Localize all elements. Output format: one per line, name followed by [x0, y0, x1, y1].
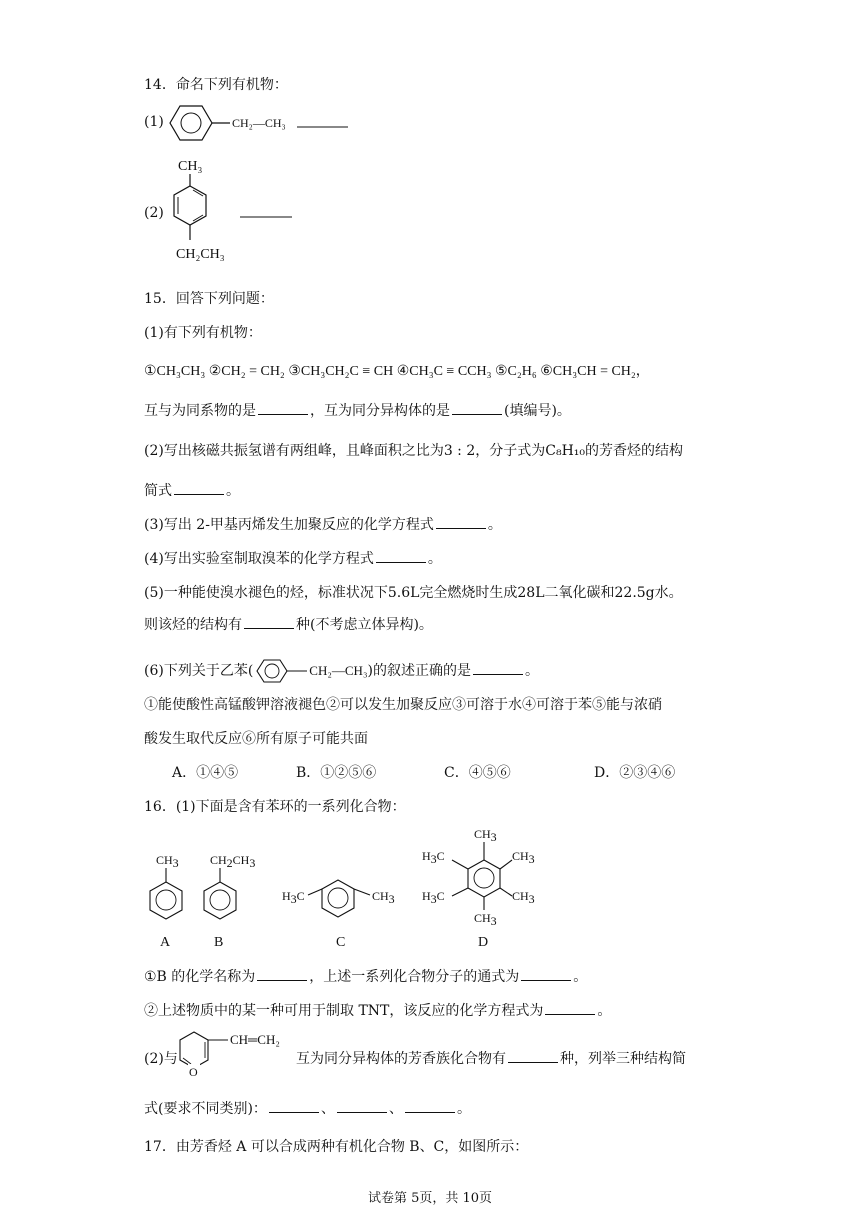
q15-part2-line2 [144, 480, 240, 500]
label-a: A [160, 935, 171, 950]
q16-part2-prefix: (2)与 [144, 1051, 178, 1067]
q16-title: 16．(1)下面是含有苯环的一系列化合物： [144, 799, 406, 815]
q16-part2-question [296, 1048, 686, 1068]
q15-part1: (1)有下列有机物： [144, 325, 262, 341]
q15-p3-period: 。 [487, 517, 502, 533]
q15-compound-list: ①CH₃CH₃ ②CH₂ = CH₂ ③CH₃CH₂C ≡ CH ④CH₃C ≡ CCH₃ ⑤C₂H₆ ⑥CH₃CH = CH₂， [144, 364, 650, 379]
q15-part6 [144, 656, 539, 686]
label-d: D [478, 935, 489, 950]
label-b: B [214, 935, 224, 950]
ethylbenzene-structure [158, 100, 358, 146]
svg-text:CH3: CH3 [512, 889, 535, 906]
svg-text:CH2CH3: CH2CH3 [210, 853, 256, 870]
q14-title: 14．命名下列有机物： [144, 77, 288, 93]
answer-blank [244, 616, 294, 629]
svg-text:CH₃: CH₃ [178, 159, 203, 174]
q16-part2-line2 [144, 1098, 471, 1118]
svg-text:CH3: CH3 [512, 849, 535, 866]
svg-text:CH3: CH3 [474, 827, 497, 844]
q16-sub1-a: ①B 的化学名称为 [144, 969, 256, 985]
svg-text:CH3: CH3 [474, 911, 497, 928]
q15-p6-period: 。 [524, 663, 539, 679]
answer-blank [473, 662, 523, 675]
compound-a-toluene [146, 848, 190, 950]
q15-p2-b: 简式 [144, 483, 172, 499]
svg-text:H3C: H3C [282, 889, 305, 906]
answer-blank [269, 1100, 319, 1113]
svg-text:H3C: H3C [422, 849, 445, 866]
svg-text:O: O [189, 1065, 198, 1079]
option-d[interactable]: D．②③④⑥ [594, 765, 676, 781]
q17-title: 17．由芳香烃 A 可以合成两种有机化合物 B、C，如图所示： [144, 1139, 529, 1155]
answer-blank [337, 1100, 387, 1113]
q16-sub1-period: 。 [573, 969, 588, 985]
q15-q-a: 互与为同系物的是 [144, 403, 256, 419]
q15-p3-text: (3)写出 2-甲基丙烯发生加聚反应的化学方程式 [144, 517, 434, 533]
q15-part2-line1: (2)写出核磁共振氢谱有两组峰，且峰面积之比为3 : 2，分子式为C₈H₁₀的芳香烃的结构 [144, 443, 684, 459]
answer-blank [405, 1100, 455, 1113]
q15-p6-chain: CH₂—CH₃ [309, 663, 368, 678]
answer-blank [521, 968, 571, 981]
q15-part5-line1: (5)一种能使溴水褪色的烃，标准状况下5.6L完全燃烧时生成28L二氧化碳和22.5g水。 [144, 585, 683, 601]
q16-p2-period: 。 [456, 1101, 471, 1117]
q16-p2-c: 种，列举三种结构简 [560, 1051, 686, 1067]
q15-p6-a: (6)下列关于乙苯( [144, 663, 254, 679]
q15-part6-statements-2: 酸发生取代反应⑥所有原子可能共面 [144, 731, 368, 747]
q15-p5-b: 则该烃的结构有 [144, 617, 242, 633]
q15-p4-period: 。 [427, 551, 442, 567]
answer-blank [545, 1002, 595, 1015]
option-a[interactable]: A．①④⑤ [172, 765, 239, 781]
label-c: C [336, 935, 346, 950]
q15-part6-statements-1: ①能使酸性高锰酸钾溶液褪色②可以发生加聚反应③可溶于水④可溶于苯⑤能与浓硝 [144, 697, 662, 713]
svg-text:H3C: H3C [422, 889, 445, 906]
q16-sub2 [144, 1000, 611, 1020]
compound-b-ethylbenzene [198, 848, 270, 950]
q15-q-b: ，互为同分异构体的是 [310, 403, 450, 419]
benzene-ring-icon [253, 656, 309, 686]
compound-c-m-xylene [282, 862, 406, 948]
answer-blank [436, 516, 486, 529]
q16-p2-b: 互为同分异构体的芳香族化合物有 [296, 1051, 506, 1067]
answer-blank [376, 550, 426, 563]
answer-blank [508, 1050, 558, 1063]
q16-sub1-b: ，上述一系列化合物分子的通式为 [309, 969, 520, 985]
option-b[interactable]: B．①②⑤⑥ [296, 765, 377, 781]
svg-text:CH₂CH₃: CH₂CH₃ [176, 247, 225, 262]
q15-part3 [144, 514, 502, 534]
q15-part5-line2 [144, 614, 433, 634]
q14-part2-label: (2) [144, 205, 164, 221]
q16-sub2-text: ②上述物质中的某一种可用于制取 TNT，该反应的化学方程式为 [144, 1003, 544, 1019]
q15-title: 15．回答下列问题： [144, 291, 274, 307]
q15-p4-text: (4)写出实验室制取溴苯的化学方程式 [144, 551, 374, 567]
q16-sub2-period: 。 [597, 1003, 612, 1019]
q16-p2-d: 式(要求不同类别)： [144, 1101, 267, 1117]
separator: 、 [388, 1101, 403, 1117]
q15-p6-b: )的叙述正确的是 [367, 663, 471, 679]
svg-text:CH═CH₂: CH═CH₂ [230, 1032, 280, 1047]
separator: 、 [320, 1101, 335, 1117]
answer-blank [174, 482, 224, 495]
page-footer: 试卷第 5页，共 10页 [367, 1191, 493, 1206]
q15-p2-end: 。 [226, 483, 240, 499]
option-c[interactable]: C．④⑤⑥ [444, 765, 511, 781]
svg-text:CH3: CH3 [372, 889, 395, 906]
answer-blank [452, 402, 502, 415]
q15-p5-c: 种(不考虑立体异构)。 [296, 617, 433, 633]
answer-blank [257, 968, 307, 981]
answer-blank [258, 402, 308, 415]
q15-part1-question [144, 400, 571, 420]
q14-part1-label: (1) [144, 114, 164, 130]
q15-q-c: (填编号)。 [504, 403, 571, 419]
pyran-vinyl-structure [172, 1028, 298, 1088]
q15-part4 [144, 548, 442, 568]
q16-sub1 [144, 966, 587, 986]
svg-text:CH₂—CH₃: CH₂—CH₃ [232, 116, 286, 130]
p-ethyltoluene-structure [160, 152, 300, 270]
compound-d-hexamethylbenzene [420, 822, 544, 950]
svg-text:CH3: CH3 [156, 853, 179, 870]
